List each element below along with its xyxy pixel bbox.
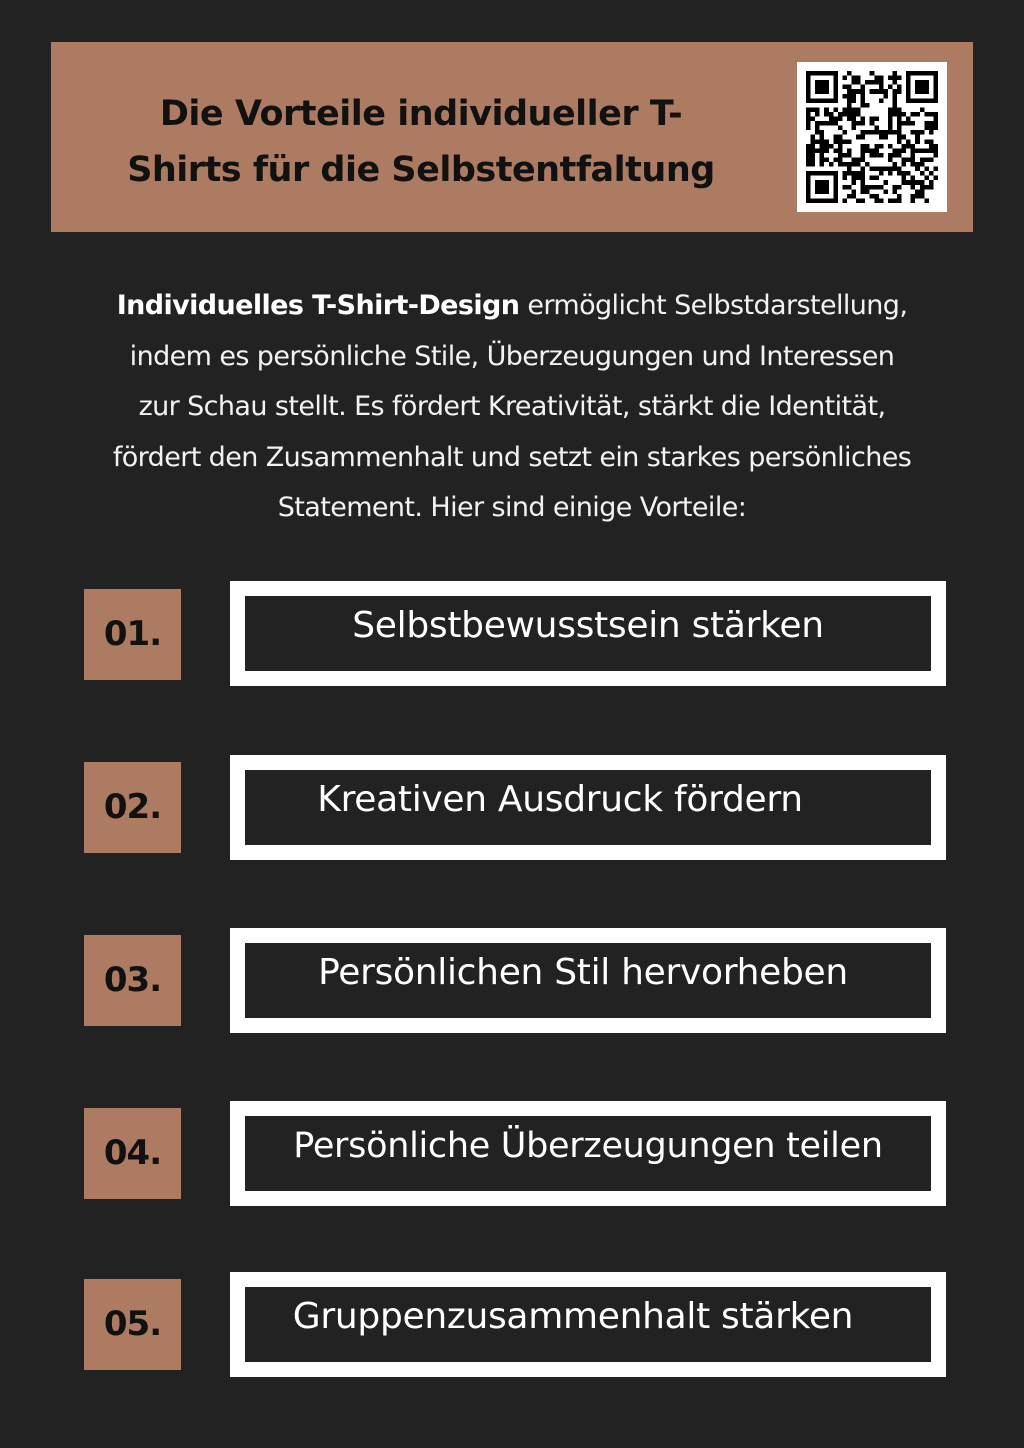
page-title-line-1: Die Vorteile individueller T- bbox=[159, 94, 683, 134]
qr-code-graphic bbox=[806, 71, 938, 203]
benefit-box-inner bbox=[245, 596, 931, 671]
page-title bbox=[121, 86, 721, 198]
benefit-box-inner bbox=[245, 1116, 931, 1191]
intro-bold-term: Individuelles T-Shirt-Design bbox=[116, 290, 520, 321]
benefit-box-inner bbox=[245, 770, 931, 845]
intro-line-3: zur Schau stellt. Es fördert Kreativität, stärkt die Identität, bbox=[138, 391, 886, 422]
benefit-label-4: Persönliche Überzeugungen teilen bbox=[293, 1126, 883, 1166]
intro-line-5: Statement. Hier sind einige Vorteile: bbox=[277, 492, 747, 523]
benefit-box-inner bbox=[245, 1287, 931, 1362]
benefit-box-2 bbox=[230, 755, 946, 860]
benefit-label-2: Kreativen Ausdruck fördern bbox=[317, 779, 803, 820]
benefit-label-5: Gruppenzusammenhalt stärken bbox=[292, 1296, 854, 1337]
intro-line-1: ermöglicht Selbstdarstellung, bbox=[519, 290, 908, 321]
benefit-box-5 bbox=[230, 1272, 946, 1377]
benefit-number-3: 03. bbox=[84, 935, 181, 1026]
benefit-number-1: 01. bbox=[84, 589, 181, 680]
header-banner bbox=[51, 42, 973, 232]
benefit-number-2: 02. bbox=[84, 762, 181, 853]
benefit-box-4 bbox=[230, 1101, 946, 1206]
intro-paragraph bbox=[40, 281, 984, 534]
intro-line-4: fördert den Zusammenhalt und setzt ein starkes persönliches bbox=[112, 441, 912, 473]
page-title-line-2: Shirts für die Selbstentfaltung bbox=[127, 150, 715, 190]
benefit-number-4: 04. bbox=[84, 1108, 181, 1199]
benefit-box-1 bbox=[230, 581, 946, 686]
benefit-label-3: Persönlichen Stil hervorheben bbox=[318, 952, 848, 993]
benefit-number-5: 05. bbox=[84, 1279, 181, 1370]
intro-line-2: indem es persönliche Stile, Überzeugungen und Interessen bbox=[129, 340, 895, 372]
benefit-box-inner bbox=[245, 943, 931, 1018]
qr-code-icon[interactable] bbox=[797, 62, 947, 212]
benefit-box-3 bbox=[230, 928, 946, 1033]
benefit-label-1: Selbstbewusstsein stärken bbox=[352, 605, 824, 646]
